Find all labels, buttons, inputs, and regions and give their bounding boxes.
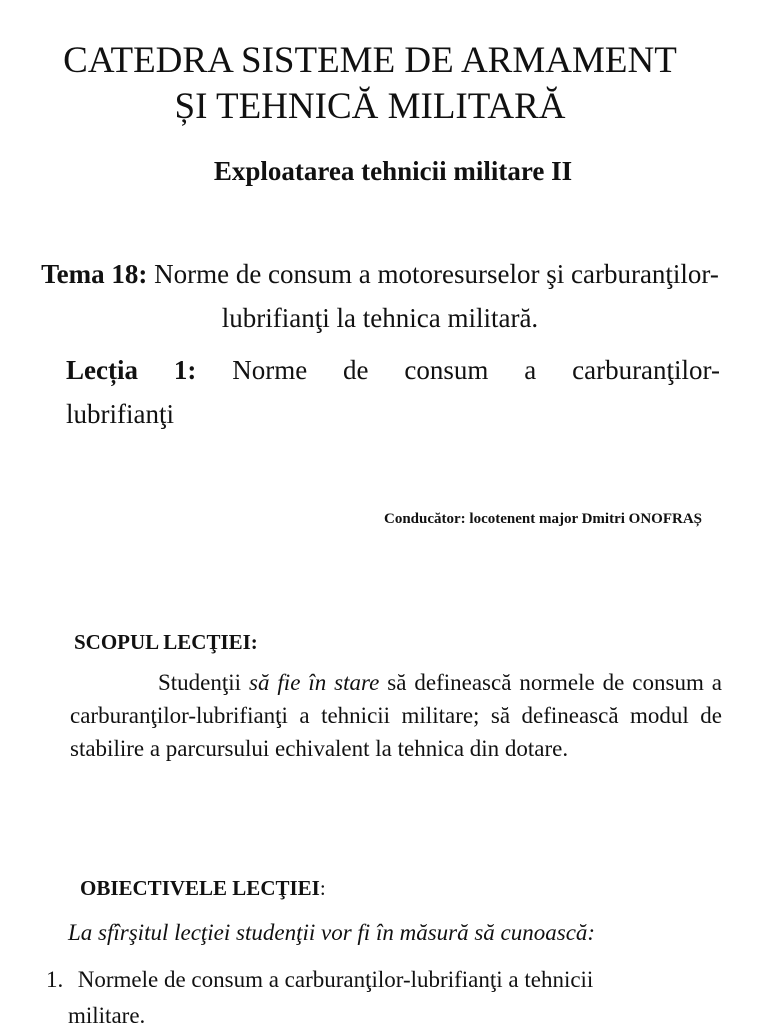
objectives-intro: La sfîrşitul lecţiei studenţii vor fi în măsură să cunoască: bbox=[68, 920, 596, 945]
topic-heading bbox=[30, 252, 730, 340]
scope-emphasis: să fie în stare bbox=[249, 670, 380, 695]
objectives-title-text: OBIECTIVELE LECŢIEI bbox=[80, 876, 320, 900]
objective-item bbox=[46, 962, 706, 1024]
scope-title: SCOPUL LECŢIEI: bbox=[74, 630, 258, 654]
lesson-text-line2: lubrifianţi bbox=[66, 399, 174, 429]
topic-text: Norme de consum a motoresurselor şi carburanţilor-lubrifianţi la tehnica militară. bbox=[147, 259, 719, 333]
scope-body-text: să definească normele de consum a carburanţilor-lubrifianţi a tehnicii militare; să definească modul de stabilire a parcursului echivalent la tehnica din dotare. bbox=[70, 670, 723, 761]
objective-text-line1: Normele de consum a carburanţilor-lubrifianţi a tehnicii bbox=[72, 967, 594, 992]
lesson-text-line1: Norme de consum a carburanţilor- bbox=[232, 355, 720, 385]
topic-label: Tema 18: bbox=[41, 259, 148, 289]
instructor-line: Conducător: locotenent major Dmitri ONOFRAȘ bbox=[383, 511, 702, 527]
objectives-title-colon: : bbox=[319, 876, 326, 900]
lesson-heading bbox=[66, 348, 720, 436]
lesson-label: Lecția 1: bbox=[66, 355, 197, 385]
course-title: Exploatarea tehnicii militare II bbox=[213, 156, 573, 186]
objective-number: 1. bbox=[46, 967, 64, 992]
scope-paragraph bbox=[70, 666, 722, 765]
lesson-line1 bbox=[66, 348, 720, 392]
objective-text-line2: militare. bbox=[68, 1003, 146, 1024]
objectives-title bbox=[80, 876, 326, 901]
department-title-line1: CATEDRA SISTEME DE ARMAMENT bbox=[63, 40, 677, 81]
scope-lead: Studenţii bbox=[158, 670, 250, 695]
department-title-line2: ȘI TEHNICĂ MILITARĂ bbox=[174, 86, 566, 127]
